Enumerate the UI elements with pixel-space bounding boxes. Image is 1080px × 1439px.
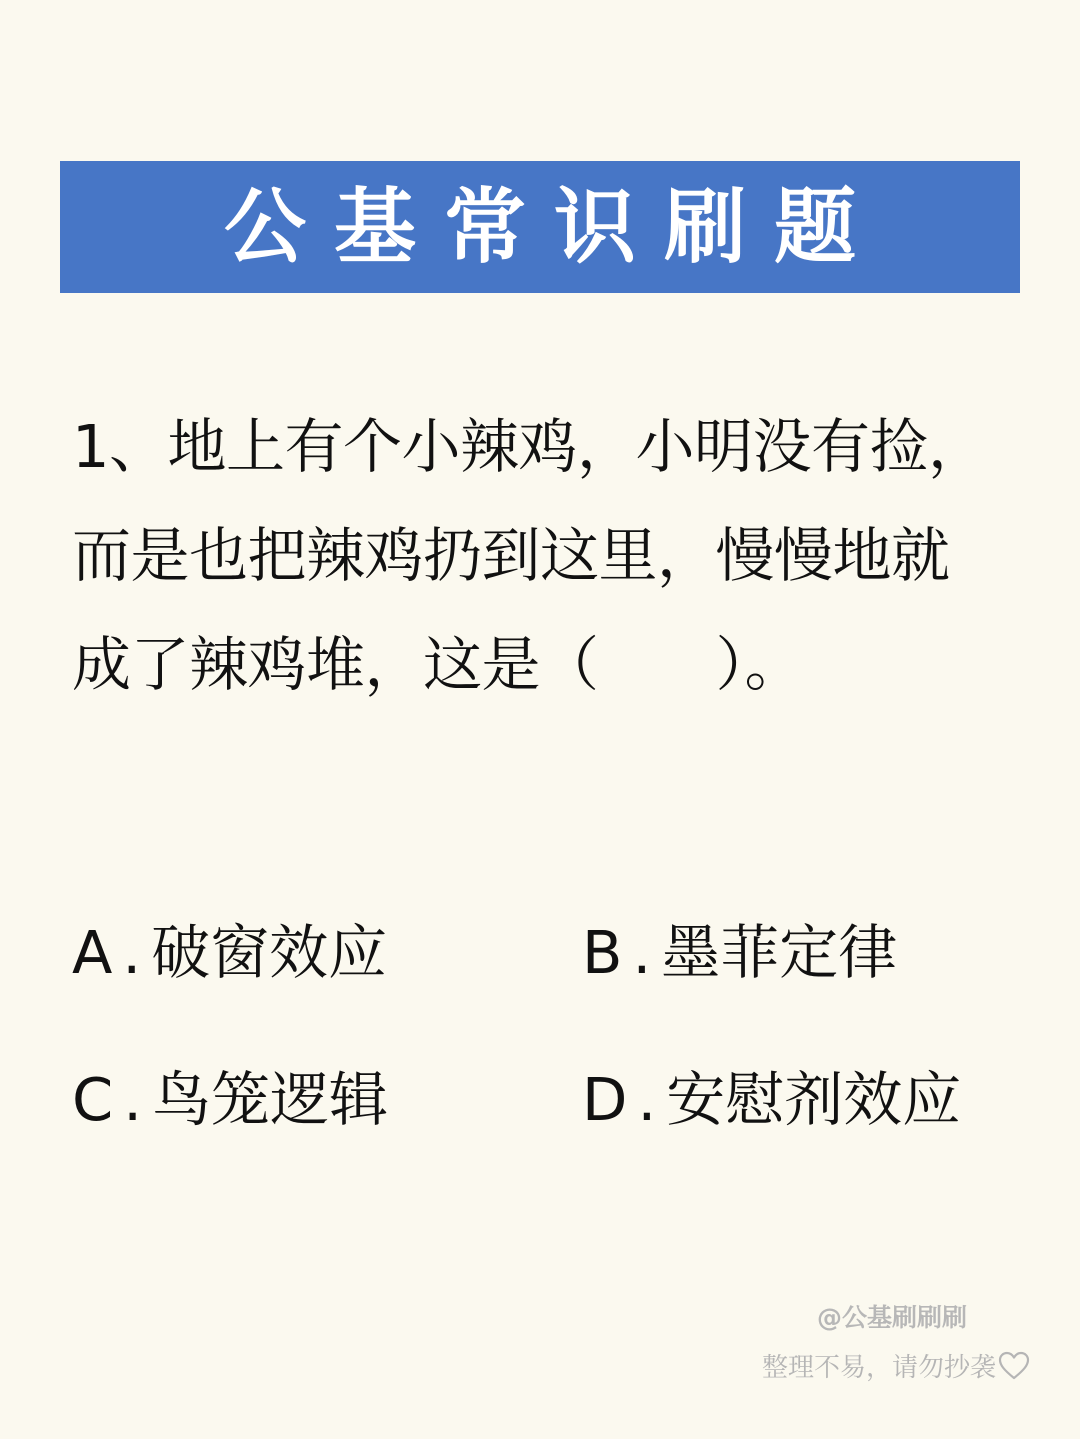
option-c-text: 鸟笼逻辑 xyxy=(151,1065,388,1134)
question-line-3: 成了辣鸡堆，这是（ ）。 xyxy=(72,630,804,699)
option-b-text: 墨菲定律 xyxy=(661,918,898,987)
heart-outline-icon xyxy=(998,1351,1030,1381)
page-title: 公基常识刷题 xyxy=(223,179,884,275)
option-c-separator: . xyxy=(123,1065,142,1134)
footer-note-text: 整理不易，请勿抄袭 xyxy=(761,1353,996,1383)
option-a xyxy=(72,918,387,988)
option-d xyxy=(582,1065,961,1135)
footer-note xyxy=(762,1347,1030,1384)
option-b-letter: B xyxy=(582,918,623,987)
option-d-letter: D xyxy=(582,1065,628,1134)
option-c xyxy=(72,1065,388,1135)
option-d-text: 安慰剂效应 xyxy=(666,1065,962,1134)
option-a-letter: A xyxy=(72,918,113,987)
author-watermark: @公基刷刷刷 xyxy=(816,1303,967,1332)
option-d-separator: . xyxy=(637,1065,657,1134)
question-line-2: 而是也把辣鸡扔到这里，慢慢地就 xyxy=(72,521,950,590)
option-b xyxy=(582,918,897,988)
question-text xyxy=(72,392,1012,719)
option-b-separator: . xyxy=(632,918,652,987)
question-line-1: 1、地上有个小辣鸡，小明没有捡， xyxy=(72,412,987,481)
title-banner xyxy=(60,161,1020,293)
option-a-text: 破窗效应 xyxy=(151,918,388,987)
option-c-letter: C xyxy=(72,1065,114,1134)
option-a-separator: . xyxy=(122,918,142,987)
